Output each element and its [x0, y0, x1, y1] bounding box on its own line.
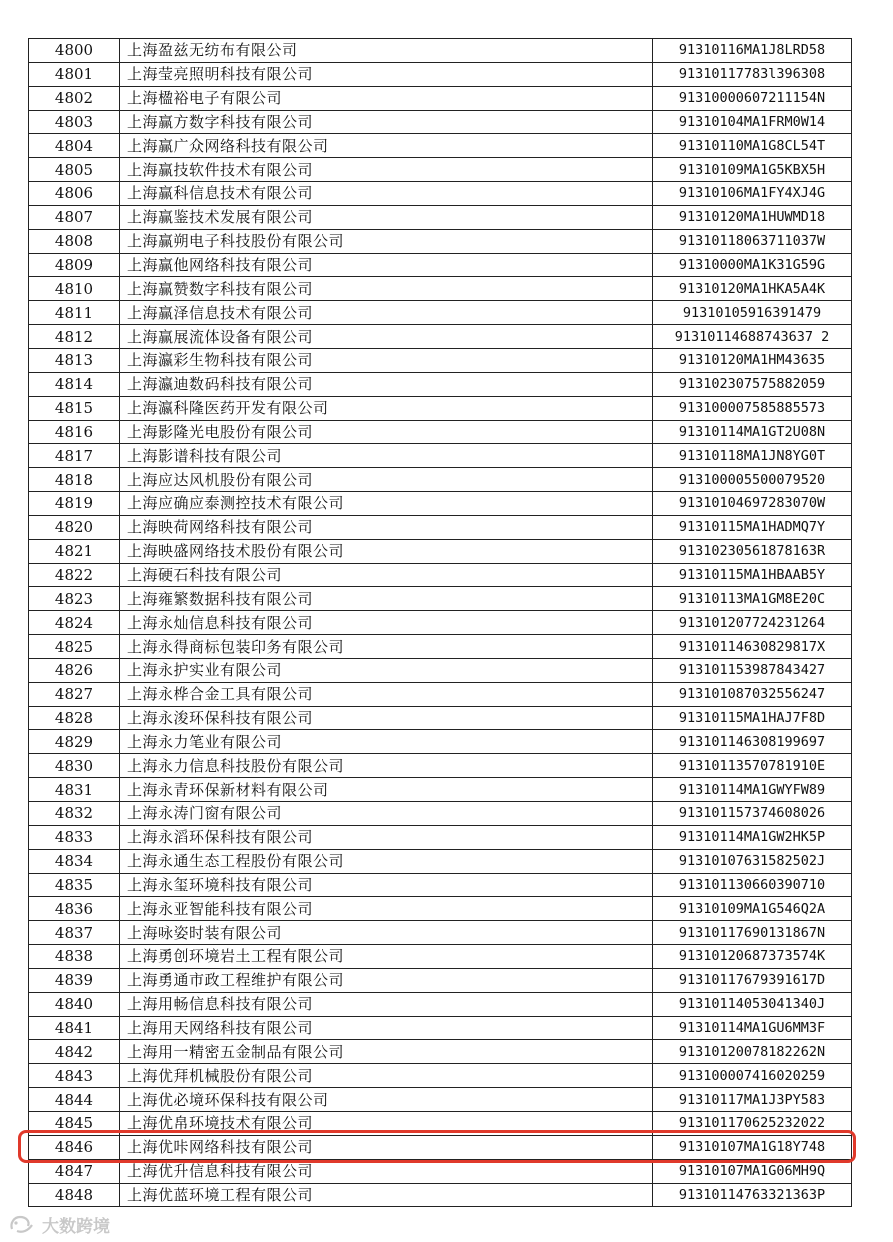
- row-number: 4813: [29, 348, 120, 372]
- company-name: 上海赢技软件技术有限公司: [120, 158, 653, 182]
- credit-code: 91310230561878163R: [653, 539, 852, 563]
- company-name: 上海永灿信息科技有限公司: [120, 611, 653, 635]
- table-row: [29, 587, 852, 611]
- table-row: [29, 444, 852, 468]
- company-name: 上海优拜机械股份有限公司: [120, 1064, 653, 1088]
- row-number: 4830: [29, 754, 120, 778]
- table-row: [29, 825, 852, 849]
- credit-code: 91310107631582502J: [653, 849, 852, 873]
- company-name: 上海赢方数字科技有限公司: [120, 110, 653, 134]
- company-name: 上海用天网络科技有限公司: [120, 1016, 653, 1040]
- row-number: 4817: [29, 444, 120, 468]
- credit-code: 91310114763321363P: [653, 1183, 852, 1207]
- credit-code: 913100007416020259: [653, 1064, 852, 1088]
- row-number: 4814: [29, 372, 120, 396]
- company-name: 上海永青环保新材料有限公司: [120, 778, 653, 802]
- row-number: 4803: [29, 110, 120, 134]
- credit-code: 913101130660390710: [653, 873, 852, 897]
- company-name: 上海永滔环保科技有限公司: [120, 825, 653, 849]
- company-name: 上海映盛网络技术股份有限公司: [120, 539, 653, 563]
- table-row: [29, 277, 852, 301]
- row-number: 4812: [29, 325, 120, 349]
- credit-code: 91310117679391617D: [653, 968, 852, 992]
- company-name: 上海瀛彩生物科技有限公司: [120, 348, 653, 372]
- row-number: 4831: [29, 778, 120, 802]
- table-row: [29, 1016, 852, 1040]
- table-row: [29, 325, 852, 349]
- table-row: [29, 658, 852, 682]
- credit-code: 91310116MA1J8LRD58: [653, 39, 852, 63]
- credit-code: 91310115MA1HBAAB5Y: [653, 563, 852, 587]
- company-name: 上海优蓝环境工程有限公司: [120, 1183, 653, 1207]
- credit-code: 91310113MA1GM8E20C: [653, 587, 852, 611]
- table-row: [29, 468, 852, 492]
- watermark: [8, 1211, 110, 1237]
- table-row: [29, 754, 852, 778]
- table-row: [29, 730, 852, 754]
- credit-code: 91310114630829817X: [653, 635, 852, 659]
- row-number: 4804: [29, 134, 120, 158]
- row-number: 4816: [29, 420, 120, 444]
- row-number: 4818: [29, 468, 120, 492]
- company-name: 上海永涛门窗有限公司: [120, 802, 653, 826]
- table-row: [29, 849, 852, 873]
- company-name: 上海应确应泰测控技术有限公司: [120, 492, 653, 516]
- table-row: [29, 229, 852, 253]
- table-row: [29, 348, 852, 372]
- company-name: 上海赢鉴技术发展有限公司: [120, 205, 653, 229]
- company-name: 上海勇通市政工程维护有限公司: [120, 968, 653, 992]
- row-number: 4843: [29, 1064, 120, 1088]
- company-name: 上海咏姿时装有限公司: [120, 921, 653, 945]
- company-name: 上海应达风机股份有限公司: [120, 468, 653, 492]
- credit-code: 91310114053041340J: [653, 992, 852, 1016]
- credit-code: 91310107MA1G18Y748: [653, 1135, 852, 1159]
- credit-code: 91310115MA1HAJ7F8D: [653, 706, 852, 730]
- row-number: 4821: [29, 539, 120, 563]
- credit-code: 91310114MA1GU6MM3F: [653, 1016, 852, 1040]
- credit-code: 91310000MA1K31G59G: [653, 253, 852, 277]
- company-name: 上海盈兹无纺布有限公司: [120, 39, 653, 63]
- company-name: 上海永通生态工程股份有限公司: [120, 849, 653, 873]
- row-number: 4822: [29, 563, 120, 587]
- row-number: 4835: [29, 873, 120, 897]
- company-name: 上海优咔网络科技有限公司: [120, 1135, 653, 1159]
- row-number: 4845: [29, 1111, 120, 1135]
- table-row: [29, 706, 852, 730]
- credit-code: 91310118063711037W: [653, 229, 852, 253]
- table-row: [29, 515, 852, 539]
- table-row: [29, 110, 852, 134]
- company-name: 上海优帛环境技术有限公司: [120, 1111, 653, 1135]
- credit-code: 91310105916391479: [653, 301, 852, 325]
- table-row: [29, 420, 852, 444]
- credit-code: 91310109MA1G546Q2A: [653, 897, 852, 921]
- company-name: 上海雍繁数据科技有限公司: [120, 587, 653, 611]
- company-name: 上海赢朔电子科技股份有限公司: [120, 229, 653, 253]
- row-number: 4800: [29, 39, 120, 63]
- credit-code: 913101146308199697: [653, 730, 852, 754]
- row-number: 4827: [29, 682, 120, 706]
- company-name: 上海影谱科技有限公司: [120, 444, 653, 468]
- table-row: [29, 1064, 852, 1088]
- company-name: 上海永桦合金工具有限公司: [120, 682, 653, 706]
- table-row: [29, 253, 852, 277]
- row-number: 4805: [29, 158, 120, 182]
- table-row: [29, 802, 852, 826]
- table-row: [29, 968, 852, 992]
- table-row: [29, 182, 852, 206]
- credit-code: 91310113570781910E: [653, 754, 852, 778]
- table-row: [29, 635, 852, 659]
- company-name: 上海永力信息科技股份有限公司: [120, 754, 653, 778]
- table-row: [29, 563, 852, 587]
- table-body: [29, 39, 852, 1207]
- company-name: 上海赢广众网络科技有限公司: [120, 134, 653, 158]
- table-row: [29, 921, 852, 945]
- company-name: 上海用一精密五金制品有限公司: [120, 1040, 653, 1064]
- row-number: 4837: [29, 921, 120, 945]
- table-row: [29, 897, 852, 921]
- row-number: 4836: [29, 897, 120, 921]
- company-name: 上海优必境环保科技有限公司: [120, 1088, 653, 1112]
- company-name: 上海赢赞数字科技有限公司: [120, 277, 653, 301]
- company-name: 上海硬石科技有限公司: [120, 563, 653, 587]
- row-number: 4839: [29, 968, 120, 992]
- row-number: 4819: [29, 492, 120, 516]
- company-name: 上海永亚智能科技有限公司: [120, 897, 653, 921]
- row-number: 4811: [29, 301, 120, 325]
- credit-code: 913100005500079520: [653, 468, 852, 492]
- credit-code: 91310114688743637 2: [653, 325, 852, 349]
- credit-code: 913101207724231264: [653, 611, 852, 635]
- table-row: [29, 778, 852, 802]
- row-number: 4834: [29, 849, 120, 873]
- company-name: 上海永护实业有限公司: [120, 658, 653, 682]
- table-row: [29, 301, 852, 325]
- registry-table: [28, 38, 852, 1207]
- table-row: [29, 992, 852, 1016]
- row-number: 4828: [29, 706, 120, 730]
- credit-code: 91310115MA1HADMQ7Y: [653, 515, 852, 539]
- credit-code: 913101157374608026: [653, 802, 852, 826]
- table-row: [29, 39, 852, 63]
- company-registry-table: [28, 38, 851, 1207]
- row-number: 4848: [29, 1183, 120, 1207]
- table-row: [29, 1135, 852, 1159]
- row-number: 4807: [29, 205, 120, 229]
- row-number: 4847: [29, 1159, 120, 1183]
- company-name: 上海赢泽信息技术有限公司: [120, 301, 653, 325]
- row-number: 4801: [29, 62, 120, 86]
- credit-code: 913100007585885573: [653, 396, 852, 420]
- company-name: 上海赢展流体设备有限公司: [120, 325, 653, 349]
- table-row: [29, 1159, 852, 1183]
- credit-code: 913101153987843427: [653, 658, 852, 682]
- company-name: 上海赢科信息技术有限公司: [120, 182, 653, 206]
- credit-code: 91310114MA1GWYFW89: [653, 778, 852, 802]
- credit-code: 91310114MA1GW2HK5P: [653, 825, 852, 849]
- row-number: 4832: [29, 802, 120, 826]
- logo-icon: [8, 1213, 36, 1235]
- table-row: [29, 1040, 852, 1064]
- row-number: 4842: [29, 1040, 120, 1064]
- company-name: 上海永力笔业有限公司: [120, 730, 653, 754]
- company-name: 上海勇创环境岩土工程有限公司: [120, 945, 653, 969]
- table-row: [29, 1183, 852, 1207]
- table-row: [29, 62, 852, 86]
- table-row: [29, 86, 852, 110]
- credit-code: 91310110MA1G8CL54T: [653, 134, 852, 158]
- credit-code: 91310120MA1HKA5A4K: [653, 277, 852, 301]
- credit-code: 91310117783l396308: [653, 62, 852, 86]
- row-number: 4823: [29, 587, 120, 611]
- credit-code: 91310120MA1HM43635: [653, 348, 852, 372]
- table-row: [29, 158, 852, 182]
- row-number: 4825: [29, 635, 120, 659]
- table-row: [29, 873, 852, 897]
- table-row: [29, 372, 852, 396]
- credit-code: 91310114MA1GT2U08N: [653, 420, 852, 444]
- company-name: 上海永得商标包装印务有限公司: [120, 635, 653, 659]
- company-name: 上海楹裕电子有限公司: [120, 86, 653, 110]
- row-number: 4829: [29, 730, 120, 754]
- table-row: [29, 945, 852, 969]
- credit-code: 913102307575882059: [653, 372, 852, 396]
- credit-code: 91310109MA1G5KBX5H: [653, 158, 852, 182]
- credit-code: 91310117MA1J3PY583: [653, 1088, 852, 1112]
- company-name: 上海永浚环保科技有限公司: [120, 706, 653, 730]
- company-name: 上海瀛迪数码科技有限公司: [120, 372, 653, 396]
- credit-code: 91310120078182262N: [653, 1040, 852, 1064]
- table-row: [29, 1088, 852, 1112]
- row-number: 4846: [29, 1135, 120, 1159]
- row-number: 4841: [29, 1016, 120, 1040]
- credit-code: 91310106MA1FY4XJ4G: [653, 182, 852, 206]
- table-row: [29, 682, 852, 706]
- company-name: 上海赢他网络科技有限公司: [120, 253, 653, 277]
- credit-code: 913101170625232022: [653, 1111, 852, 1135]
- company-name: 上海映荷网络科技有限公司: [120, 515, 653, 539]
- table-row: [29, 205, 852, 229]
- row-number: 4809: [29, 253, 120, 277]
- table-row: [29, 539, 852, 563]
- credit-code: 91310120MA1HUWMD18: [653, 205, 852, 229]
- company-name: 上海永玺环境科技有限公司: [120, 873, 653, 897]
- company-name: 上海优升信息科技有限公司: [120, 1159, 653, 1183]
- row-number: 4802: [29, 86, 120, 110]
- row-number: 4815: [29, 396, 120, 420]
- table-row: [29, 1111, 852, 1135]
- row-number: 4840: [29, 992, 120, 1016]
- credit-code: 913101087032556247: [653, 682, 852, 706]
- row-number: 4826: [29, 658, 120, 682]
- row-number: 4838: [29, 945, 120, 969]
- row-number: 4806: [29, 182, 120, 206]
- row-number: 4833: [29, 825, 120, 849]
- table-row: [29, 492, 852, 516]
- credit-code: 91310107MA1G06MH9Q: [653, 1159, 852, 1183]
- credit-code: 91310120687373574K: [653, 945, 852, 969]
- watermark-text: 大数跨境: [42, 1216, 110, 1237]
- company-name: 上海莹亮照明科技有限公司: [120, 62, 653, 86]
- credit-code: 91310118MA1JN8YG0T: [653, 444, 852, 468]
- company-name: 上海影隆光电股份有限公司: [120, 420, 653, 444]
- row-number: 4810: [29, 277, 120, 301]
- credit-code: 91310000607211154N: [653, 86, 852, 110]
- row-number: 4824: [29, 611, 120, 635]
- table-row: [29, 611, 852, 635]
- table-row: [29, 396, 852, 420]
- credit-code: 91310104MA1FRM0W14: [653, 110, 852, 134]
- credit-code: 91310104697283070W: [653, 492, 852, 516]
- row-number: 4844: [29, 1088, 120, 1112]
- table-row: [29, 134, 852, 158]
- row-number: 4808: [29, 229, 120, 253]
- credit-code: 91310117690131867N: [653, 921, 852, 945]
- company-name: 上海瀛科隆医药开发有限公司: [120, 396, 653, 420]
- company-name: 上海用畅信息科技有限公司: [120, 992, 653, 1016]
- row-number: 4820: [29, 515, 120, 539]
